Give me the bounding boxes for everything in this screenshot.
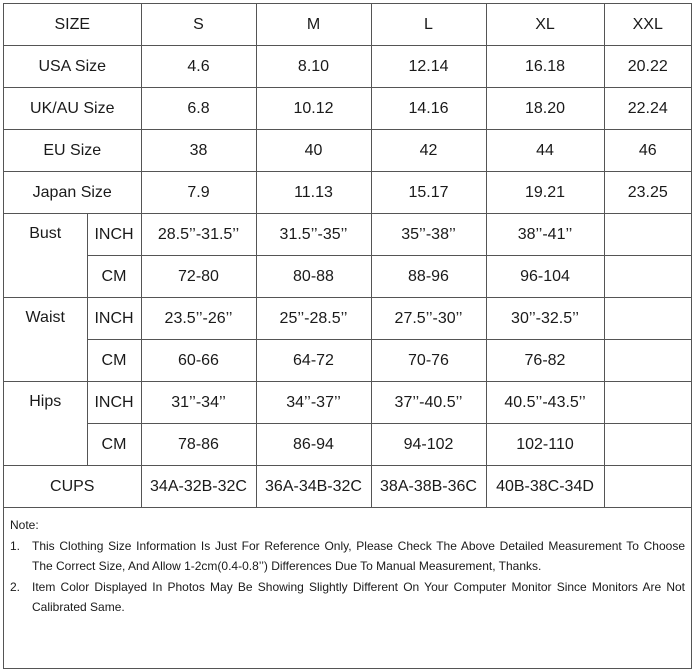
measure-label: Bust	[4, 214, 87, 298]
notes-section	[4, 511, 691, 618]
table-cell	[604, 340, 691, 382]
table-cell: 7.9	[141, 172, 256, 214]
header-cell: L	[371, 4, 486, 46]
table-row	[4, 172, 691, 214]
table-cell: 86-94	[256, 424, 371, 466]
table-cell	[604, 466, 691, 508]
table-cell: 34A-32B-32C	[141, 466, 256, 508]
table-cell: 8.10	[256, 46, 371, 88]
table-cell	[604, 382, 691, 424]
table-cell: 20.22	[604, 46, 691, 88]
note-text: This Clothing Size Information Is Just For Reference Only, Please Check The Above Detailed Measurement To Choose The Correct Size, And Allow 1-2cm(0.4-0.8’’) Differences Due To Manual Measurement, Thanks.	[32, 538, 685, 573]
table-cell	[604, 424, 691, 466]
table-cell: 11.13	[256, 172, 371, 214]
table-cell: 31.5’’-35’’	[256, 214, 371, 256]
table-cell: 31’’-34’’	[141, 382, 256, 424]
note-number: 2.	[10, 579, 21, 594]
table-cell: 22.24	[604, 88, 691, 130]
measure-label: Hips	[4, 382, 87, 466]
unit-label: CM	[87, 424, 141, 466]
table-cell: 80-88	[256, 256, 371, 298]
table-cell: 19.21	[486, 172, 604, 214]
cups-label: CUPS	[4, 466, 141, 508]
table-cell	[604, 298, 691, 340]
table-row	[4, 46, 691, 88]
table-row	[4, 382, 691, 424]
table-cell: 12.14	[371, 46, 486, 88]
table-cell	[604, 214, 691, 256]
table-cell: 76-82	[486, 340, 604, 382]
table-cell: 42	[371, 130, 486, 172]
row-label: EU Size	[4, 130, 141, 172]
table-cell: 72-80	[141, 256, 256, 298]
table-cell: 15.17	[371, 172, 486, 214]
measure-label: Waist	[4, 298, 87, 382]
table-row	[4, 466, 691, 508]
note-text: Item Color Displayed In Photos May Be Showing Slightly Different On Your Computer Monitor Since Monitors Are Not Calibrated Same.	[32, 579, 685, 614]
unit-label: CM	[87, 256, 141, 298]
table-cell: 18.20	[486, 88, 604, 130]
table-cell: 10.12	[256, 88, 371, 130]
table-cell: 40B-38C-34D	[486, 466, 604, 508]
table-cell: 37’’-40.5’’	[371, 382, 486, 424]
table-cell: 88-96	[371, 256, 486, 298]
table-cell: 25’’-28.5’’	[256, 298, 371, 340]
unit-label: CM	[87, 340, 141, 382]
unit-label: INCH	[87, 382, 141, 424]
row-label: UK/AU Size	[4, 88, 141, 130]
table-row	[4, 130, 691, 172]
table-cell: 94-102	[371, 424, 486, 466]
header-cell: M	[256, 4, 371, 46]
notes-title: Note:	[10, 518, 39, 532]
table-cell: 40	[256, 130, 371, 172]
table-cell: 14.16	[371, 88, 486, 130]
table-cell: 28.5’’-31.5’’	[141, 214, 256, 256]
table-cell: 38	[141, 130, 256, 172]
unit-label: INCH	[87, 298, 141, 340]
table-cell: 46	[604, 130, 691, 172]
table-cell: 27.5’’-30’’	[371, 298, 486, 340]
size-table	[4, 4, 691, 508]
table-cell: 102-110	[486, 424, 604, 466]
table-cell: 96-104	[486, 256, 604, 298]
table-cell: 34’’-37’’	[256, 382, 371, 424]
header-cell: S	[141, 4, 256, 46]
table-row	[4, 340, 691, 382]
row-label: USA Size	[4, 46, 141, 88]
table-cell: 70-76	[371, 340, 486, 382]
table-cell: 64-72	[256, 340, 371, 382]
header-row	[4, 4, 691, 46]
row-label: Japan Size	[4, 172, 141, 214]
table-row	[4, 424, 691, 466]
table-cell: 38’’-41’’	[486, 214, 604, 256]
table-row	[4, 298, 691, 340]
note-number: 1.	[10, 538, 21, 553]
table-cell: 4.6	[141, 46, 256, 88]
table-cell: 30’’-32.5’’	[486, 298, 604, 340]
table-cell: 16.18	[486, 46, 604, 88]
table-cell: 6.8	[141, 88, 256, 130]
table-row	[4, 256, 691, 298]
table-cell	[604, 256, 691, 298]
note-item	[10, 536, 685, 577]
table-cell: 38A-38B-36C	[371, 466, 486, 508]
unit-label: INCH	[87, 214, 141, 256]
table-row	[4, 214, 691, 256]
table-cell: 23.5’’-26’’	[141, 298, 256, 340]
table-cell: 78-86	[141, 424, 256, 466]
table-cell: 36A-34B-32C	[256, 466, 371, 508]
header-cell: XL	[486, 4, 604, 46]
table-cell: 35’’-38’’	[371, 214, 486, 256]
header-cell: XXL	[604, 4, 691, 46]
table-cell: 60-66	[141, 340, 256, 382]
size-chart	[3, 3, 692, 669]
header-cell-size: SIZE	[4, 4, 141, 46]
table-row	[4, 88, 691, 130]
note-item	[10, 577, 685, 618]
table-cell: 44	[486, 130, 604, 172]
table-cell: 23.25	[604, 172, 691, 214]
table-cell: 40.5’’-43.5’’	[486, 382, 604, 424]
